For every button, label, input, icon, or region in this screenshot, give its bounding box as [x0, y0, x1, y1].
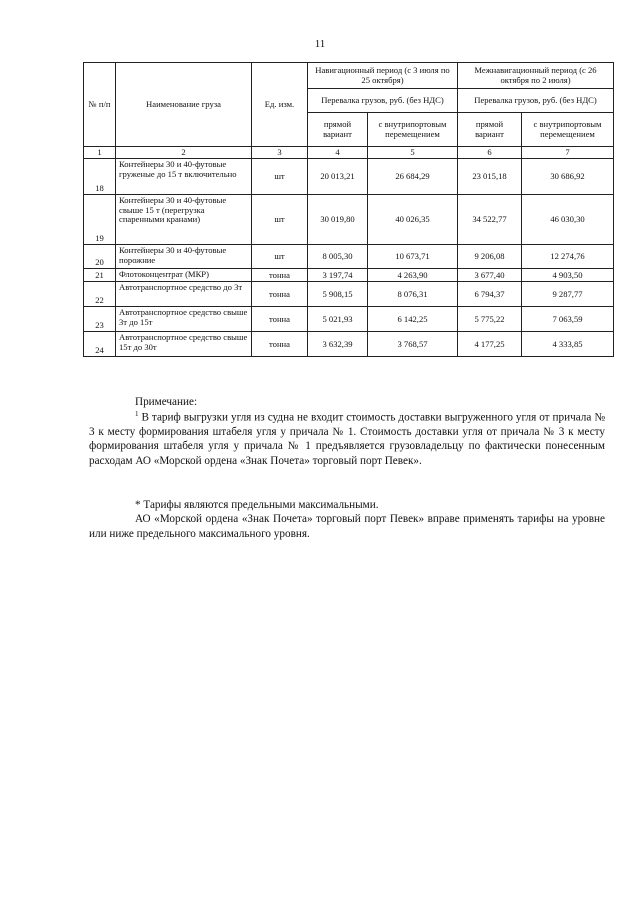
row-value: 3 632,39 [308, 332, 368, 357]
column-index: 7 [522, 147, 614, 159]
row-name: Контейнеры 30 и 40-футовые порожние [116, 245, 252, 269]
row-unit: тонна [252, 332, 308, 357]
row-value: 9 287,77 [522, 282, 614, 307]
tariff-table [83, 62, 614, 357]
row-value: 4 333,85 [522, 332, 614, 357]
header-intraport-nav: с внутрипортовым перемещением [368, 113, 458, 147]
row-unit: шт [252, 159, 308, 195]
row-num: 21 [84, 269, 116, 282]
row-value: 6 142,25 [368, 307, 458, 332]
row-value: 30 686,92 [522, 159, 614, 195]
column-index-row [84, 147, 614, 159]
row-name: Контейнеры 30 и 40-футовые свыше 15 т (перегрузка спаренными кранами) [116, 195, 252, 245]
row-value: 5 775,22 [458, 307, 522, 332]
row-value: 8 076,31 [368, 282, 458, 307]
row-name: Автотранспортное средство свыше 3т до 15т [116, 307, 252, 332]
header-unit: Ед. изм. [252, 63, 308, 147]
row-value: 26 684,29 [368, 159, 458, 195]
row-value: 4 903,50 [522, 269, 614, 282]
table-row [84, 332, 614, 357]
header-intraport-internav: с внутрипортовым перемещением [522, 113, 614, 147]
row-unit: тонна [252, 307, 308, 332]
row-value: 40 026,35 [368, 195, 458, 245]
row-value: 9 206,08 [458, 245, 522, 269]
row-unit: шт [252, 195, 308, 245]
header-direct-nav: прямой вариант [308, 113, 368, 147]
table-row [84, 245, 614, 269]
table-row [84, 195, 614, 245]
tariff-notes [89, 498, 605, 541]
row-num: 24 [84, 332, 116, 357]
row-name: Автотранспортное средство свыше 15т до 30т [116, 332, 252, 357]
row-value: 3 677,40 [458, 269, 522, 282]
row-unit: тонна [252, 282, 308, 307]
row-value: 4 177,25 [458, 332, 522, 357]
table-row [84, 282, 614, 307]
table-row [84, 307, 614, 332]
header-nav-period: Навигационный период (с 3 июля по 25 октября) [308, 63, 458, 89]
row-value: 7 063,59 [522, 307, 614, 332]
row-name: Флотоконцентрат (МКР) [116, 269, 252, 282]
row-value: 4 263,90 [368, 269, 458, 282]
row-value: 8 005,30 [308, 245, 368, 269]
row-value: 12 274,76 [522, 245, 614, 269]
row-value: 30 019,80 [308, 195, 368, 245]
row-value: 6 794,37 [458, 282, 522, 307]
header-transshipment-internav: Перевалка грузов, руб. (без НДС) [458, 89, 614, 113]
row-num: 22 [84, 282, 116, 307]
column-index: 3 [252, 147, 308, 159]
asterisk-note: * Тарифы являются предельными максимальными. [135, 499, 379, 511]
footnote-mark: 1 [135, 410, 139, 418]
column-index: 1 [84, 147, 116, 159]
column-index: 5 [368, 147, 458, 159]
row-value: 5 021,93 [308, 307, 368, 332]
table-row [84, 159, 614, 195]
row-unit: шт [252, 245, 308, 269]
row-num: 20 [84, 245, 116, 269]
row-name: Автотранспортное средство до 3т [116, 282, 252, 307]
row-value: 34 522,77 [458, 195, 522, 245]
row-value: 10 673,71 [368, 245, 458, 269]
header-direct-internav: прямой вариант [458, 113, 522, 147]
note-heading: Примечание: [135, 396, 198, 408]
row-value: 3 768,57 [368, 332, 458, 357]
header-num: № п/п [84, 63, 116, 147]
header-name: Наименование груза [116, 63, 252, 147]
row-value: 3 197,74 [308, 269, 368, 282]
header-transshipment-nav: Перевалка грузов, руб. (без НДС) [308, 89, 458, 113]
closing-note: АО «Морской ордена «Знак Почета» торговый порт Певек» вправе применять тарифы на уровне или ниже предельного максимального уровня. [89, 513, 605, 540]
row-value: 23 015,18 [458, 159, 522, 195]
page-number: 11 [314, 38, 326, 50]
column-index: 4 [308, 147, 368, 159]
row-num: 19 [84, 195, 116, 245]
row-name: Контейнеры 30 и 40-футовые груженые до 15 т включительно [116, 159, 252, 195]
header-internav-period: Межнавигационный период (с 26 октября по 2 июля) [458, 63, 614, 89]
row-value: 20 013,21 [308, 159, 368, 195]
row-value: 5 908,15 [308, 282, 368, 307]
row-num: 18 [84, 159, 116, 195]
row-unit: тонна [252, 269, 308, 282]
column-index: 2 [116, 147, 252, 159]
footnote-paragraph [89, 410, 605, 468]
footnote-text: В тариф выгрузки угля из судна не входит стоимость доставки выгруженного угля от причала № 3 к месту формирования штабеля угля у причала № 1. Стоимость доставки угля от причала № 3 к месту формирования штабеля угля у причала № 1 предъявляется грузовладельцу по фактически понесенным расходам АО «Морской ордена «Знак Почета» торговый порт Певек». [89, 411, 605, 467]
table-row [84, 269, 614, 282]
footnote-block [89, 410, 605, 468]
column-index: 6 [458, 147, 522, 159]
row-num: 23 [84, 307, 116, 332]
row-value: 46 030,30 [522, 195, 614, 245]
